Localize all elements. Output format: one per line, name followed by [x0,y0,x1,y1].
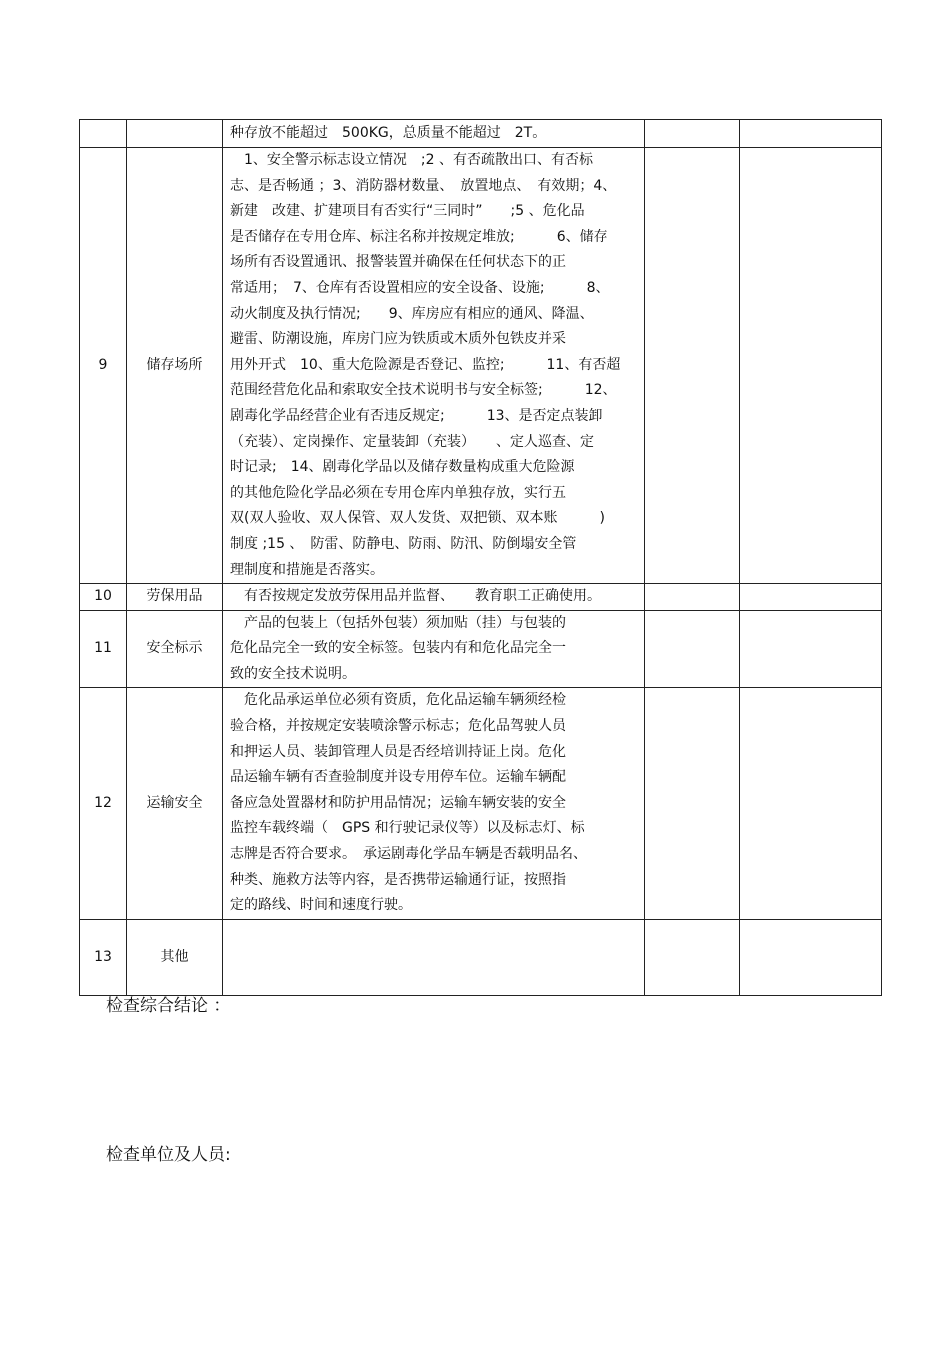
content-line: 的其他危险化学品必须在专用仓库内单独存放，实行五 [230,484,566,501]
content-line: 志牌是否符合要求。 承运剧毒化学品车辆是否载明品名、 [230,846,587,863]
table-row [80,120,882,148]
content-line: 品运输车辆有否查验制度并设专用停车位。运输车辆配 [230,769,566,786]
row-category: 运输安全 [127,688,223,919]
row-category: 劳保用品 [127,584,223,611]
row-content [223,688,645,919]
table-row [80,688,882,919]
table-row [80,584,882,611]
inspection-table [79,119,882,996]
content-line: 理制度和措施是否落实。 [230,561,384,578]
row-content [223,148,645,584]
content-line: 双(双人验收、双人保管、双人发货、双把锁、双本账 ) [230,510,605,527]
content-line: 危化品承运单位必须有资质，危化品运输车辆须经检 [230,692,566,709]
row-category [127,120,223,148]
content-line: 种存放不能超过 500KG，总质量不能超过 2T。 [230,124,547,141]
content-line: 范围经营危化品和索取安全技术说明书与安全标签; 12、 [230,382,617,399]
content-line: 剧毒化学品经营企业有否违反规定; 13、是否定点装卸 [230,407,603,424]
content-line: 志、是否畅通 ；3、消防器材数量、 放置地点、 有效期；4、 [230,177,617,194]
result-cell [645,919,740,995]
content-line: 备应急处置器材和防护用品情况；运输车辆安装的安全 [230,794,566,811]
content-line: 新建 改建、扩建项目有否实行“三同时” ;5 、危化品 [230,203,585,220]
content-line: 用外开式 10、重大危险源是否登记、监控; 11、有否超 [230,356,621,373]
row-number [80,120,127,148]
row-number: 12 [80,688,127,919]
remark-cell [740,919,882,995]
remark-cell [740,688,882,919]
content-line: 定的路线、时间和速度行驶。 [230,897,412,914]
remark-cell [740,148,882,584]
table-row [80,148,882,584]
conclusion-label: 检查综合结论 ： [106,996,231,1016]
content-line: 是否储存在专用仓库、标注名称并按规定堆放; 6、储存 [230,228,608,245]
content-line: 1、安全警示标志设立情况 ;2 、有否疏散出口、有否标 [230,152,593,168]
result-cell [645,120,740,148]
content-line: 常适用； 7、仓库有否设置相应的安全设备、设施; 8、 [230,279,610,296]
content-line: 动火制度及执行情况; 9、库房应有相应的通风、降温、 [230,305,594,322]
content-line: 和押运人员、装卸管理人员是否经培训持证上岗。危化 [230,743,566,760]
result-cell [645,688,740,919]
content-line: 验合格，并按规定安装喷涂警示标志；危化品驾驶人员 [230,718,566,735]
result-cell [645,610,740,688]
content-line: 危化品完全一致的安全标签。包装内有和危化品完全一 [230,640,566,657]
content-line: 致的安全技术说明。 [230,665,356,682]
row-category: 储存场所 [127,148,223,584]
row-content [223,610,645,688]
content-line: 时记录; 14、剧毒化学品以及储存数量构成重大危险源 [230,459,575,476]
row-number: 11 [80,610,127,688]
row-category: 安全标示 [127,610,223,688]
row-content [223,919,645,995]
row-number: 9 [80,148,127,584]
content-line: 场所有否设置通讯、报警装置并确保在任何状态下的正 [230,254,566,271]
row-number: 10 [80,584,127,611]
content-line: 监控车载终端（ GPS 和行驶记录仪等）以及标志灯、标 [230,820,585,837]
result-cell [645,584,740,611]
row-number: 13 [80,919,127,995]
content-line: 有否按规定发放劳保用品并监督、 教育职工正确使用。 [230,588,601,605]
row-category: 其他 [127,919,223,995]
inspector-label: 检查单位及人员: [106,1145,231,1165]
content-line: 产品的包装上（包括外包装）须加贴（挂）与包装的 [230,614,566,631]
content-line: （充装）、定岗操作、定量装卸（充装） 、定人巡查、定 [230,433,594,450]
content-line: 制度 ;15 、 防雷、防静电、防雨、防汛、防倒塌安全管 [230,535,577,552]
content-line: 种类、施救方法等内容，是否携带运输通行证，按照指 [230,871,566,888]
remark-cell [740,584,882,611]
result-cell [645,148,740,584]
remark-cell [740,120,882,148]
table-row [80,610,882,688]
table-row [80,919,882,995]
row-content [223,120,645,148]
content-line: 避雷、防潮设施，库房门应为铁质或木质外包铁皮并采 [230,331,566,348]
row-content [223,584,645,611]
remark-cell [740,610,882,688]
